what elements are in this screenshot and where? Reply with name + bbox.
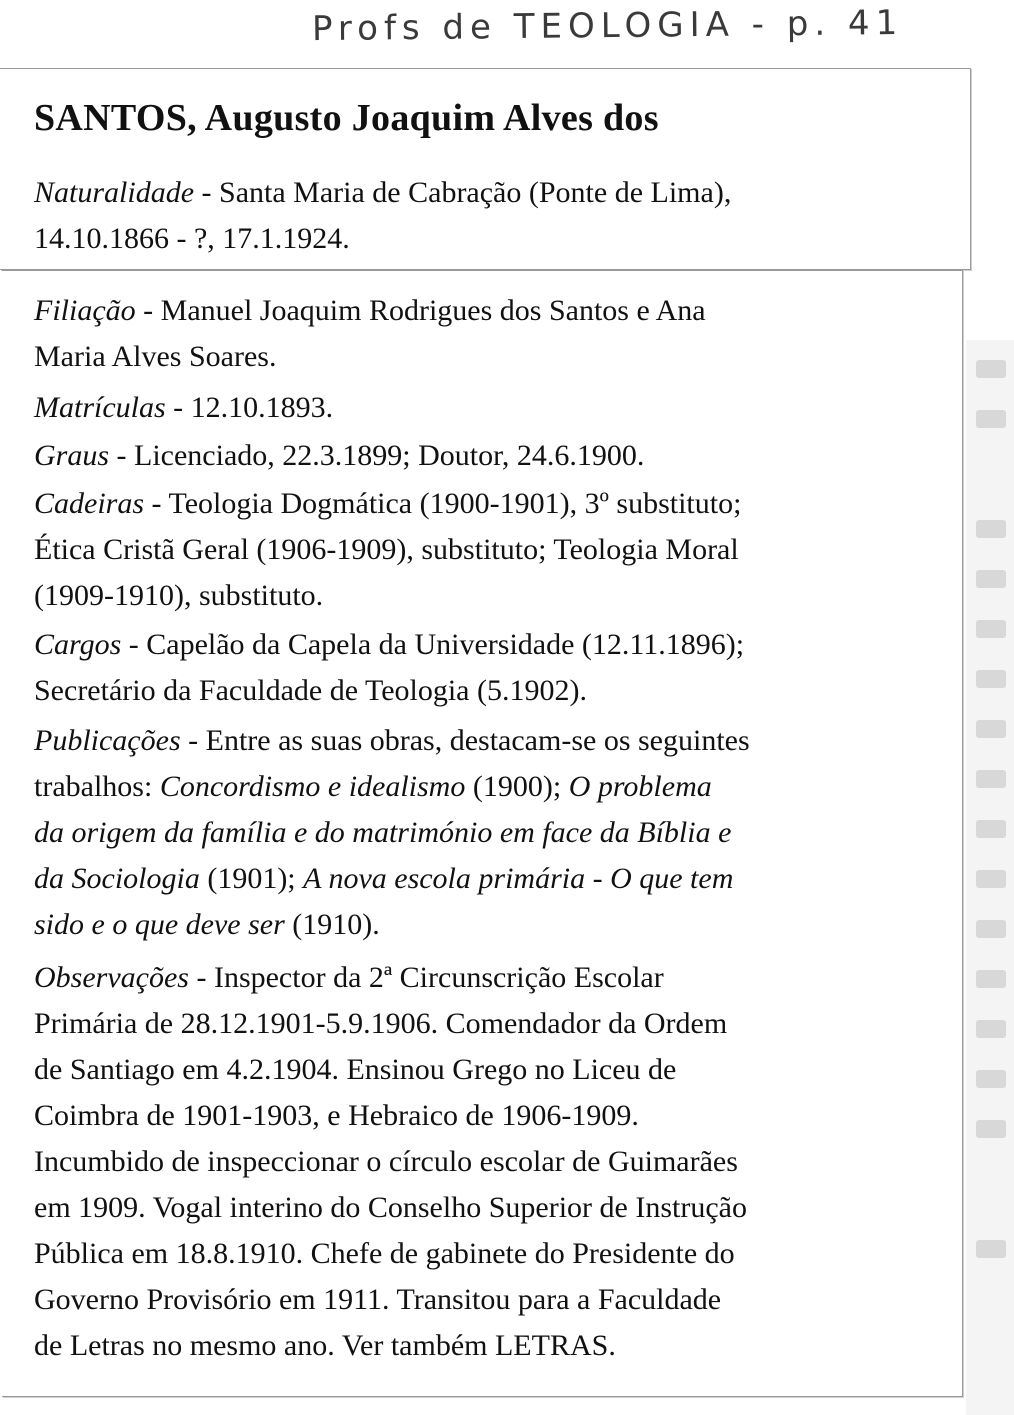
- graus-separator: -: [109, 439, 135, 472]
- filiacao-line1: Manuel Joaquim Rodrigues dos Santos e Ana: [160, 294, 706, 327]
- publicacoes-label: Publicações: [34, 724, 181, 757]
- observacoes-line8: Governo Provisório em 1911. Transitou para a Faculdade: [34, 1283, 722, 1316]
- cadeiras-line2: Ética Cristã Geral (1906-1909), substituto; Teologia Moral: [34, 533, 739, 566]
- matriculas-label: Matrículas: [34, 391, 166, 424]
- graus-label: Graus: [34, 439, 110, 472]
- observacoes-label: Observações: [34, 961, 189, 994]
- observacoes-line1: Inspector da 2ª Circunscrição Escolar: [213, 961, 664, 994]
- matriculas-field: [34, 385, 934, 431]
- naturalidade-line1: Santa Maria de Cabração (Ponte de Lima),: [219, 176, 732, 209]
- observacoes-line4: Coimbra de 1901-1903, e Hebraico de 1906-1909.: [34, 1099, 639, 1132]
- publication-year-2: (1901);: [207, 862, 296, 895]
- naturalidade-field: [34, 170, 934, 262]
- observacoes-field: [34, 955, 934, 1369]
- filiacao-separator: -: [135, 294, 161, 327]
- publication-year-1: (1900);: [472, 770, 562, 803]
- cargos-separator: -: [121, 628, 147, 661]
- observacoes-separator: -: [188, 961, 214, 994]
- naturalidade-label: Naturalidade: [34, 176, 195, 209]
- cargos-line2: Secretário da Faculdade de Teologia (5.1902).: [34, 674, 587, 707]
- graus-field: [34, 433, 934, 479]
- observacoes-line5: Incumbido de inspeccionar o círculo escolar de Guimarães: [34, 1145, 738, 1178]
- publication-title-2b: da origem da família e do matrimónio em face da Bíblia e: [34, 816, 732, 849]
- observacoes-line9: de Letras no mesmo ano. Ver também LETRAS.: [34, 1329, 616, 1362]
- publication-year-3: (1910).: [292, 908, 380, 941]
- publicacoes-intro-line1: Entre as suas obras, destacam-se os seguintes: [205, 724, 750, 757]
- cadeiras-label: Cadeiras: [34, 487, 145, 520]
- cadeiras-field: [34, 481, 934, 619]
- matriculas-value: 12.10.1893.: [190, 391, 334, 424]
- naturalidade-line2: 14.10.1866 - ?, 17.1.1924.: [34, 222, 350, 255]
- cargos-line1: Capelão da Capela da Universidade (12.11.1896);: [146, 628, 745, 661]
- cargos-field: [34, 622, 934, 714]
- matriculas-separator: -: [165, 391, 191, 424]
- observacoes-line7: Pública em 18.8.1910. Chefe de gabinete do Presidente do: [34, 1237, 735, 1270]
- cargos-label: Cargos: [34, 628, 122, 661]
- filiacao-field: [34, 288, 934, 380]
- publicacoes-separator: -: [180, 724, 206, 757]
- observacoes-line2: Primária de 28.12.1901-5.9.1906. Comendador da Ordem: [34, 1007, 728, 1040]
- publication-title-1: Concordismo e idealismo: [159, 770, 466, 803]
- cadeiras-line3: (1909-1910), substituto.: [34, 579, 324, 612]
- filiacao-label: Filiação: [34, 294, 136, 327]
- publicacoes-intro-line2: trabalhos:: [34, 770, 153, 803]
- publication-title-2a: O problema: [568, 770, 712, 803]
- graus-value: Licenciado, 22.3.1899; Doutor, 24.6.1900.: [134, 439, 645, 472]
- cadeiras-separator: -: [144, 487, 169, 520]
- publication-title-2c: da Sociologia: [34, 862, 200, 895]
- naturalidade-separator: -: [194, 176, 220, 209]
- publicacoes-field: [34, 718, 934, 948]
- cadeiras-line1: Teologia Dogmática (1900-1901), 3º substituto;: [168, 487, 742, 520]
- observacoes-line6: em 1909. Vogal interino do Conselho Superior de Instrução: [34, 1191, 747, 1224]
- publication-title-3a: A nova escola primária - O que tem: [303, 862, 734, 895]
- filiacao-line2: Maria Alves Soares.: [34, 340, 277, 373]
- publication-title-3b: sido e o que deve ser: [34, 908, 285, 941]
- background-clipping-scrap: [966, 340, 1014, 1415]
- entry-title: SANTOS, Augusto Joaquim Alves dos: [34, 97, 659, 139]
- handwritten-annotation: Profs de TEOLOGIA - p. 41: [311, 2, 904, 50]
- observacoes-line3: de Santiago em 4.2.1904. Ensinou Grego no Liceu de: [34, 1053, 677, 1086]
